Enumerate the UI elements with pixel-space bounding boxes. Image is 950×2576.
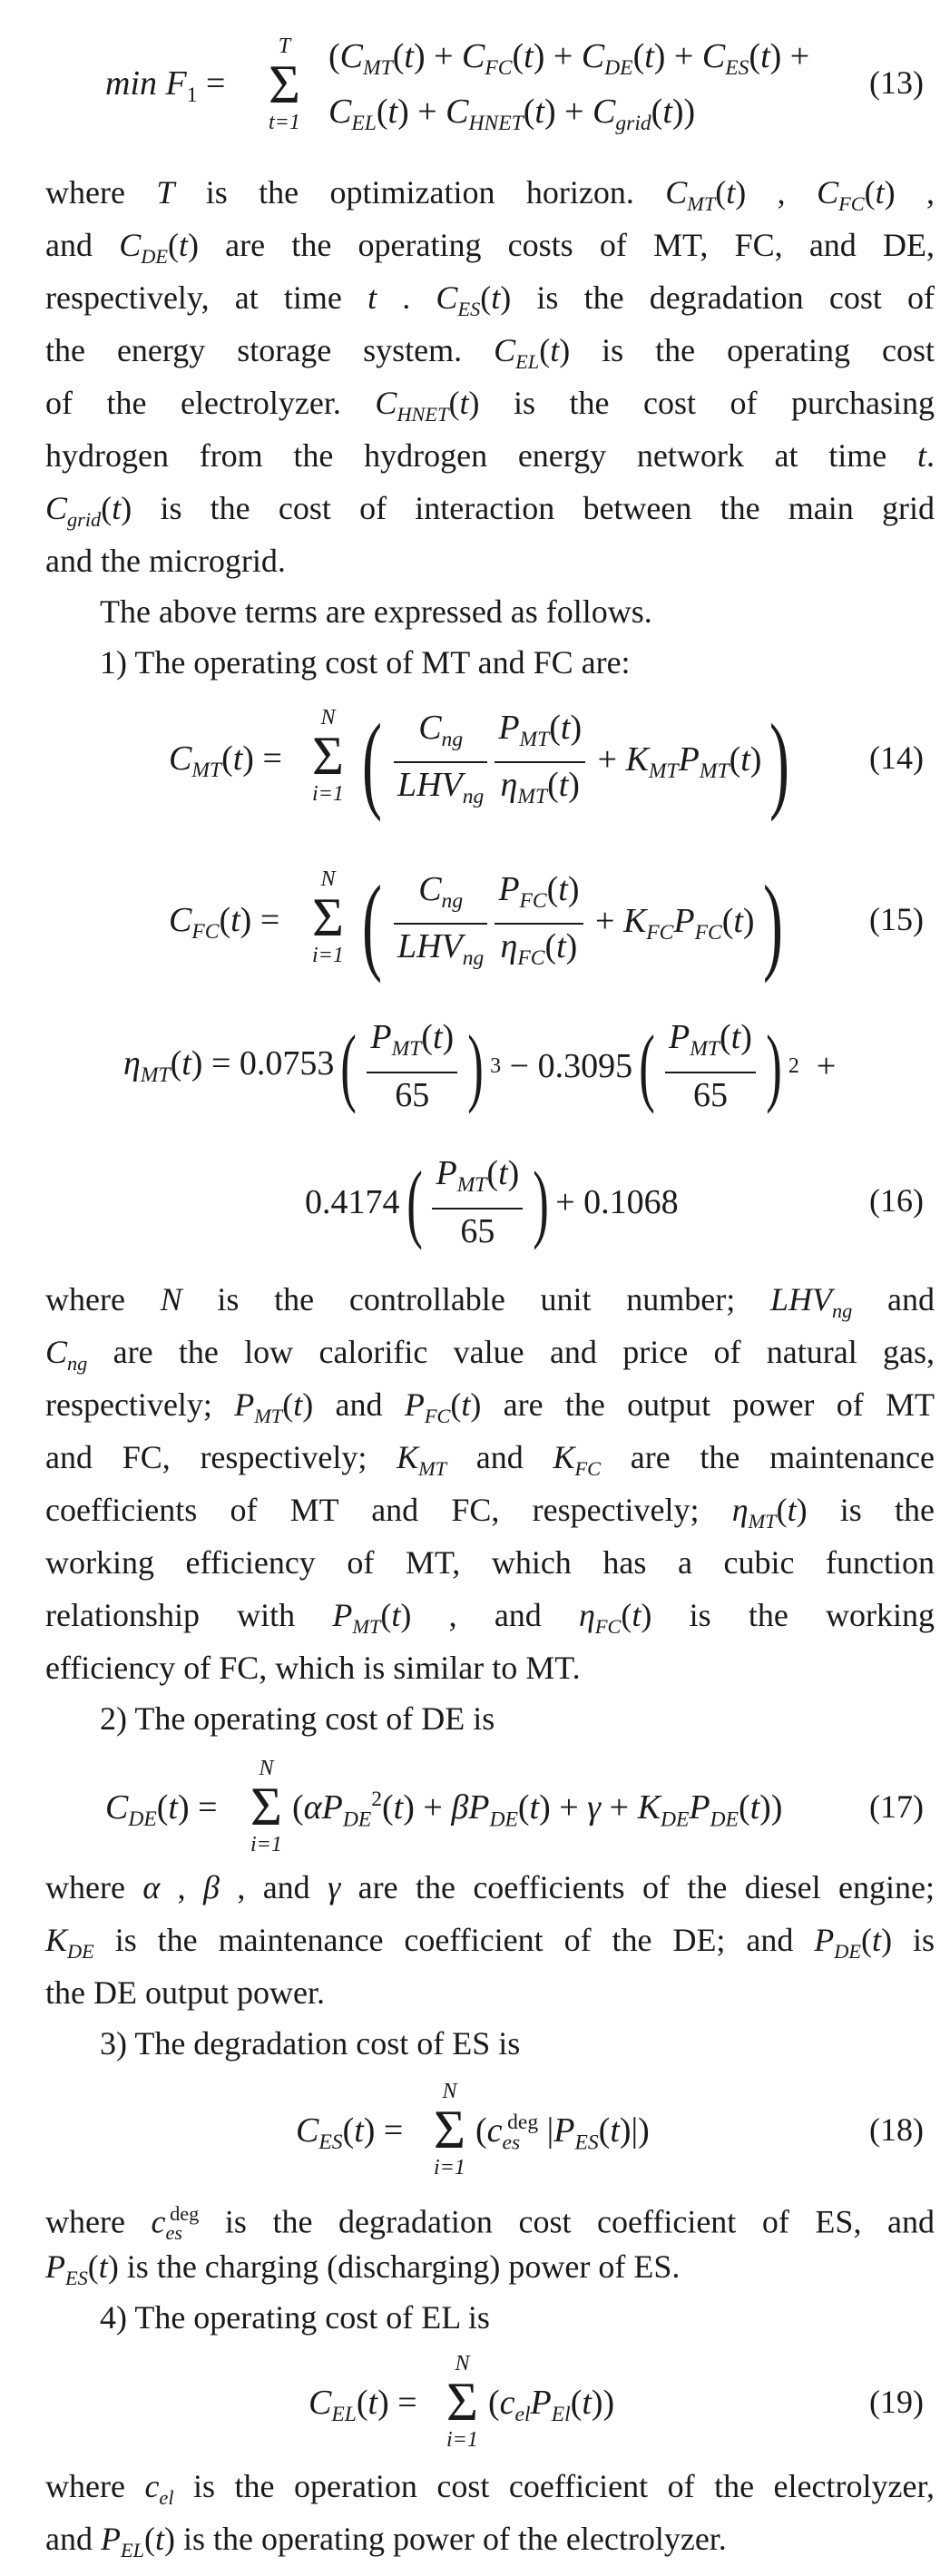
p8-line2: $P_{ES}(t)$ is the charging (discharging) power of ES.: [45, 2248, 681, 2289]
eq14-number: (14): [869, 739, 924, 776]
eq13-row1: ($C_{MT}(t) + C_{FC}(t) + C_{DE}(t) + C_{ES}(t)$ +: [328, 37, 810, 81]
eq13-sum-upper: T: [278, 34, 291, 58]
p7-text: 3) The degradation cost of ES is: [100, 2025, 521, 2062]
eq16-pow2: 2: [788, 1053, 799, 1078]
eq17-sum-lower: i=1: [250, 1833, 282, 1856]
p10-line1: where $c_{el}$ is the operation cost coefficient of the electrolyzer,: [45, 2468, 935, 2509]
p9-text: 4) The operating cost of EL is: [100, 2299, 490, 2336]
eq14-sum-upper: N: [320, 706, 336, 730]
p2-text: The above terms are expressed as follows.: [100, 593, 652, 630]
eq15-sum-lower: i=1: [312, 944, 344, 967]
p1-line1: where T is the optimization horizon. $C_{MT}(t)$ , $C_{FC}(t)$ ,: [45, 174, 935, 215]
p1-line6: hydrogen from the hydrogen energy network at time t.: [45, 437, 935, 474]
p4-line4: and FC, respectively; $K_{MT}$ and $K_{FC}$ are the maintenance: [45, 1439, 935, 1480]
p10-line2: and $P_{EL}(t)$ is the operating power of the electrolyzer.: [45, 2521, 727, 2561]
p1-line3: respectively, at time t . $C_{ES}(t)$ is the degradation cost of: [45, 279, 935, 320]
eq18-number: (18): [869, 2111, 924, 2148]
eq13-sum-lower: t=1: [269, 111, 300, 134]
eq17-sum-upper: N: [259, 1757, 274, 1780]
p4-line1: where N is the controllable unit number; $LHV_{ng}$ and: [45, 1281, 935, 1322]
p4-line5: coefficients of MT and FC, respectively; $\eta_{MT}(t)$ is the: [45, 1492, 935, 1533]
p1-line8: and the microgrid.: [45, 543, 286, 579]
equation-18: $C_{ES}(t)$ = N Σ i=1 ($c_{es}^{deg}$ $|P_{ES}(t)|$) (18): [296, 2080, 924, 2179]
p4-line3: respectively; $P_{MT}(t)$ and $P_{FC}(t)$ are the output power of MT: [45, 1386, 935, 1427]
eq19-sum-lower: i=1: [446, 2428, 478, 2452]
p1-line7: $C_{grid}(t)$ is the cost of interaction between the main grid: [45, 490, 935, 531]
p4-line7: relationship with $P_{MT}(t)$ , and $\eta_{FC}(t)$ is the working: [45, 1597, 935, 1638]
equation-13: $\min F_1$ = T Σ t=1 ($C_{MT}(t) + C_{FC}(t) + C_{DE}(t) + C_{ES}(t)$ + $C_{EL}(t) + C_{HNET}(t) + C_{grid}(t)$) (13): [45, 16, 935, 152]
p1-line2: and $C_{DE}(t)$ are the operating costs of MT, FC, and DE,: [45, 227, 935, 268]
equation-14: $C_{MT}(t)$ = N Σ i=1 ( $\frac{C_{ng}}{LHV_{ng}}$ $\frac{P_{MT}(t)}{\eta_{MT}(t)}$ + $K_{MT}P_{MT}(t)$ ) (14): [169, 701, 924, 822]
p6-line3: the DE output power.: [45, 1974, 325, 2011]
eq16-number: (16): [869, 1182, 924, 1219]
eq15-sum-upper: N: [320, 867, 336, 891]
p1-line4: the energy storage system. $C_{EL}(t)$ is the operating cost: [45, 332, 935, 373]
eq17-number: (17): [869, 1788, 924, 1825]
eq16-tail: + 0.1068: [555, 1183, 679, 1221]
equation-16: $\eta_{MT}(t) = 0.0753$ ( $\frac{P_{MT}(t)}{65}$ ) 3 − 0.3095 ( $\frac{P_{MT}(t)}{65}$ ) 2 + 0.4174 ( $\frac{P_{MT}(t)}{65}$ ) + 0.1068 (16): [123, 1017, 924, 1250]
eq13-row2: $C_{EL}(t) + C_{HNET}(t) + C_{grid}(t)$): [328, 93, 696, 136]
p4-line8: efficiency of FC, which is similar to MT.: [45, 1650, 581, 1686]
equation-19: $C_{EL}(t)$ = N Σ i=1 $(c_{el}P_{El}(t))$ (19): [309, 2352, 924, 2452]
p6-line2: $K_{DE}$ is the maintenance coefficient of the DE; and $P_{DE}(t)$ is: [45, 1922, 935, 1963]
p4-line2: $C_{ng}$ are the low calorific value and price of natural gas,: [45, 1334, 935, 1375]
p4-line6: working efficiency of MT, which has a cubic function: [45, 1544, 935, 1581]
p6-line1: where α , β , and γ are the coefficients of the diesel engine;: [45, 1869, 935, 1905]
eq18-sum-upper: N: [442, 2080, 457, 2103]
eq16-pow3: 3: [490, 1053, 502, 1078]
eq18-sum-lower: i=1: [434, 2156, 465, 2179]
eq16-coef3: 0.4174: [305, 1183, 400, 1221]
p5-text: 2) The operating cost of DE is: [100, 1700, 495, 1737]
eq19-number: (19): [869, 2384, 924, 2420]
p3-text: 1) The operating cost of MT and FC are:: [100, 644, 631, 681]
p1-line5: of the electrolyzer. $C_{HNET}(t)$ is the cost of purchasing: [45, 385, 935, 426]
eq15-number: (15): [869, 901, 924, 937]
p8-line1: where $c_{es}^{deg}$ is the degradation cost coefficient of ES, and: [45, 2202, 935, 2245]
eq14-sum-lower: i=1: [312, 782, 344, 806]
eq19-sum-upper: N: [455, 2352, 470, 2375]
equation-15: $C_{FC}(t)$ = N Σ i=1 ( $\frac{C_{ng}}{LHV_{ng}}$ $\frac{P_{FC}(t)}{\eta_{FC}(t)}$ + $K_{FC}P_{FC}(t)$ ) (15): [169, 863, 924, 984]
eq13-number: (13): [869, 64, 924, 101]
equation-17: $C_{DE}(t)$ = N Σ i=1 $(\alpha P_{DE}^2(t) + \beta P_{DE}(t) + \gamma + K_{DE}P_{DE}(t))$ (17): [105, 1757, 924, 1856]
